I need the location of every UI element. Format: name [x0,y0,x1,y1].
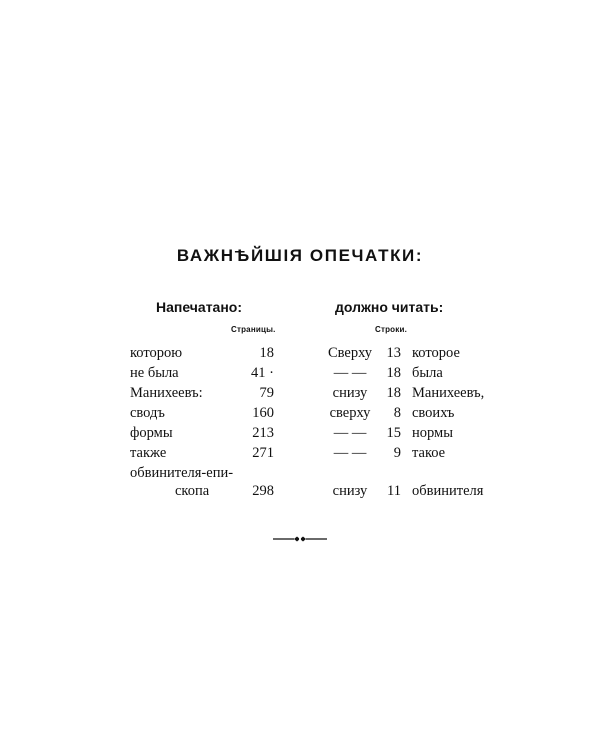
errata-row [0,403,600,423]
errata-row [0,383,600,403]
printed-text: обвинителя-епи- [130,465,234,481]
printed-text: также [130,445,167,461]
line-position: снизу [332,385,368,401]
page-number: 271 [252,445,274,461]
page-number: 79 [259,385,274,401]
line-number: 11 [387,483,401,499]
correct-text: Манихеевъ, [412,385,485,401]
page-number: 298 [252,483,274,499]
errata-row [0,363,600,383]
correct-text: своихъ [412,405,455,421]
correct-text: нормы [412,425,453,441]
line-position: сверху [329,405,371,421]
errata-row [0,343,600,363]
errata-row [0,463,600,481]
errata-row [0,423,600,443]
printed-text: которою [130,345,183,361]
correct-text: обвинителя [412,483,484,499]
page-number: 41 · [251,365,274,381]
page-number: 213 [252,425,274,441]
should-read-column-header: должно читать: [335,299,444,315]
errata-row [0,481,600,501]
printed-text: сводъ [130,405,165,421]
page-number: 160 [252,405,274,421]
line-position: снизу [332,483,368,499]
line-position: — — [333,365,367,381]
correct-text: которое [412,345,460,361]
line-number: 9 [393,445,401,461]
printed-text: скопа [175,483,210,499]
ornament-divider-icon [273,534,327,544]
line-number: 18 [386,385,401,401]
line-position: — — [333,445,367,461]
correct-text: такое [412,445,446,461]
line-number: 15 [386,425,401,441]
line-position: Сверху [327,345,373,361]
lines-subheader: Строки. [375,325,408,334]
printed-text: не была [130,365,179,381]
line-number: 13 [386,345,401,361]
line-number: 18 [386,365,401,381]
errata-table [0,343,600,501]
printed-column-header: Напечатано: [156,299,243,315]
errata-row [0,443,600,463]
correct-text: была [412,365,443,381]
line-number: 8 [393,405,401,421]
page-number: 18 [259,345,274,361]
pages-subheader: Страницы. [231,325,276,334]
line-position: — — [333,425,367,441]
page-title: ВАЖНѢЙШІЯ ОПЕЧАТКИ: [176,246,424,265]
printed-text: Манихеевъ: [130,385,203,401]
printed-text: формы [130,425,173,441]
